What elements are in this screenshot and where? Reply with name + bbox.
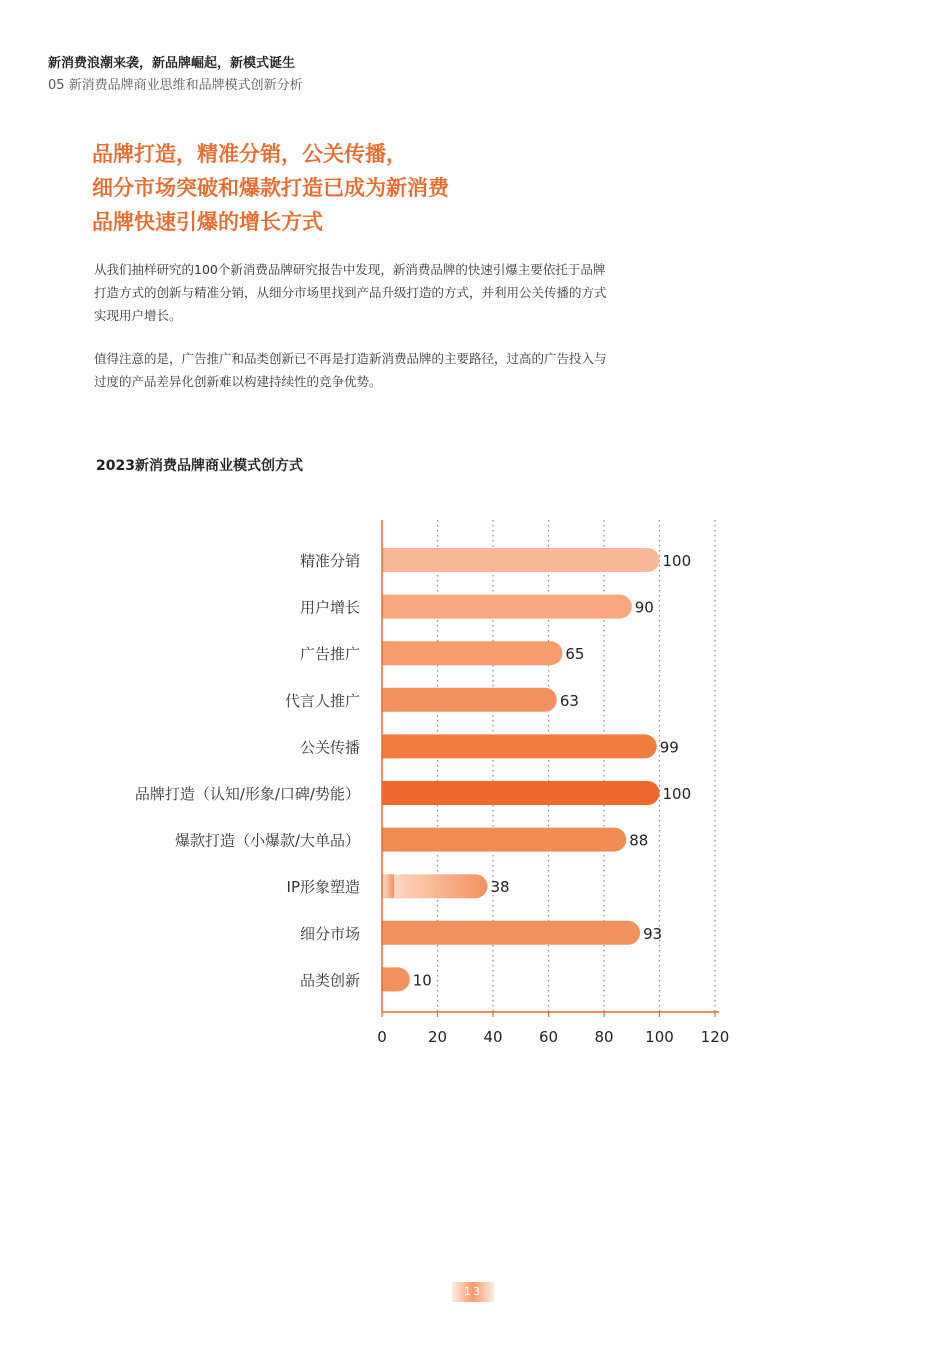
report-title: 新消费浪潮来袭，新品牌崛起，新模式诞生 bbox=[48, 56, 296, 71]
bar-value-label: 93 bbox=[643, 924, 663, 943]
category-label: 精准分销 bbox=[299, 552, 360, 570]
section-subtitle: 05 新消费品牌商业思维和品牌模式创新分析 bbox=[48, 78, 303, 93]
headline-line-2: 细分市场突破和爆款打造已成为新消费 bbox=[92, 176, 449, 200]
bar-value-label: 90 bbox=[634, 598, 654, 617]
x-tick-label: 60 bbox=[538, 1028, 559, 1046]
bar-value-label: 100 bbox=[662, 552, 692, 570]
x-tick-label: 100 bbox=[645, 1028, 674, 1046]
x-tick-label: 40 bbox=[483, 1028, 503, 1046]
x-tick-label: 0 bbox=[377, 1028, 387, 1046]
bar bbox=[382, 781, 660, 805]
bar-base bbox=[382, 921, 394, 945]
bar bbox=[382, 688, 557, 712]
headline-line-3: 品牌快速引爆的增长方式 bbox=[92, 210, 323, 234]
body-paragraph-2: 值得注意的是，广告推广和品类创新已不再是打造新消费品牌的主要路径，过高的广告投入与过度的产品差异化创新难以构建持续性的竞争优势。 bbox=[94, 351, 607, 389]
bar bbox=[382, 595, 632, 619]
bar bbox=[382, 921, 640, 945]
category-label: 爆款打造（小爆款/大单品） bbox=[174, 831, 360, 850]
chart-title: 2023新消费品牌商业模式创方式 bbox=[96, 458, 303, 474]
bar bbox=[382, 548, 660, 572]
headline-line-1: 品牌打造，精准分销，公关传播， bbox=[92, 142, 407, 166]
bar bbox=[382, 874, 487, 898]
bar-value-label: 99 bbox=[659, 738, 679, 757]
x-tick-label: 120 bbox=[700, 1028, 730, 1046]
bar-base bbox=[382, 734, 394, 758]
category-label: 公关传播 bbox=[299, 738, 360, 757]
bar-value-label: 63 bbox=[559, 691, 579, 710]
x-tick-label: 20 bbox=[427, 1028, 448, 1046]
bar-base bbox=[382, 967, 394, 991]
bar-base bbox=[382, 688, 394, 712]
category-label: 品类创新 bbox=[299, 971, 360, 990]
category-label: IP形象塑造 bbox=[286, 878, 360, 897]
bar-value-label: 65 bbox=[565, 645, 585, 664]
page-number: 13 bbox=[452, 1282, 494, 1302]
bar-value-label: 100 bbox=[662, 785, 692, 803]
category-label: 广告推广 bbox=[299, 645, 360, 664]
headline bbox=[92, 137, 449, 239]
category-label: 用户增长 bbox=[299, 598, 360, 617]
body-paragraph-1: 从我们抽样研究的100个新消费品牌研究报告中发现，新消费品牌的快速引爆主要依托于品牌打造方式的创新与精准分销，从细分市场里找到产品升级打造的方式，并利用公关传播的方式实现用户增长。 bbox=[94, 262, 607, 323]
bar bbox=[382, 828, 626, 852]
x-tick-label: 80 bbox=[594, 1028, 614, 1046]
bar bbox=[382, 734, 657, 758]
bar-base bbox=[382, 781, 394, 805]
bar-value-label: 88 bbox=[629, 831, 649, 850]
category-label: 代言人推广 bbox=[284, 691, 360, 710]
bar-chart bbox=[0, 500, 945, 1060]
bar-value-label: 10 bbox=[412, 971, 432, 990]
category-label: 细分市场 bbox=[299, 924, 360, 943]
bar-base bbox=[382, 548, 394, 572]
bar-base bbox=[382, 595, 394, 619]
bar-base bbox=[382, 641, 394, 665]
bar-value-label: 38 bbox=[490, 878, 510, 897]
category-label: 品牌打造（认知/形象/口碑/势能） bbox=[134, 785, 360, 803]
bar bbox=[382, 641, 562, 665]
bar-base bbox=[382, 874, 394, 898]
bar-base bbox=[382, 828, 394, 852]
